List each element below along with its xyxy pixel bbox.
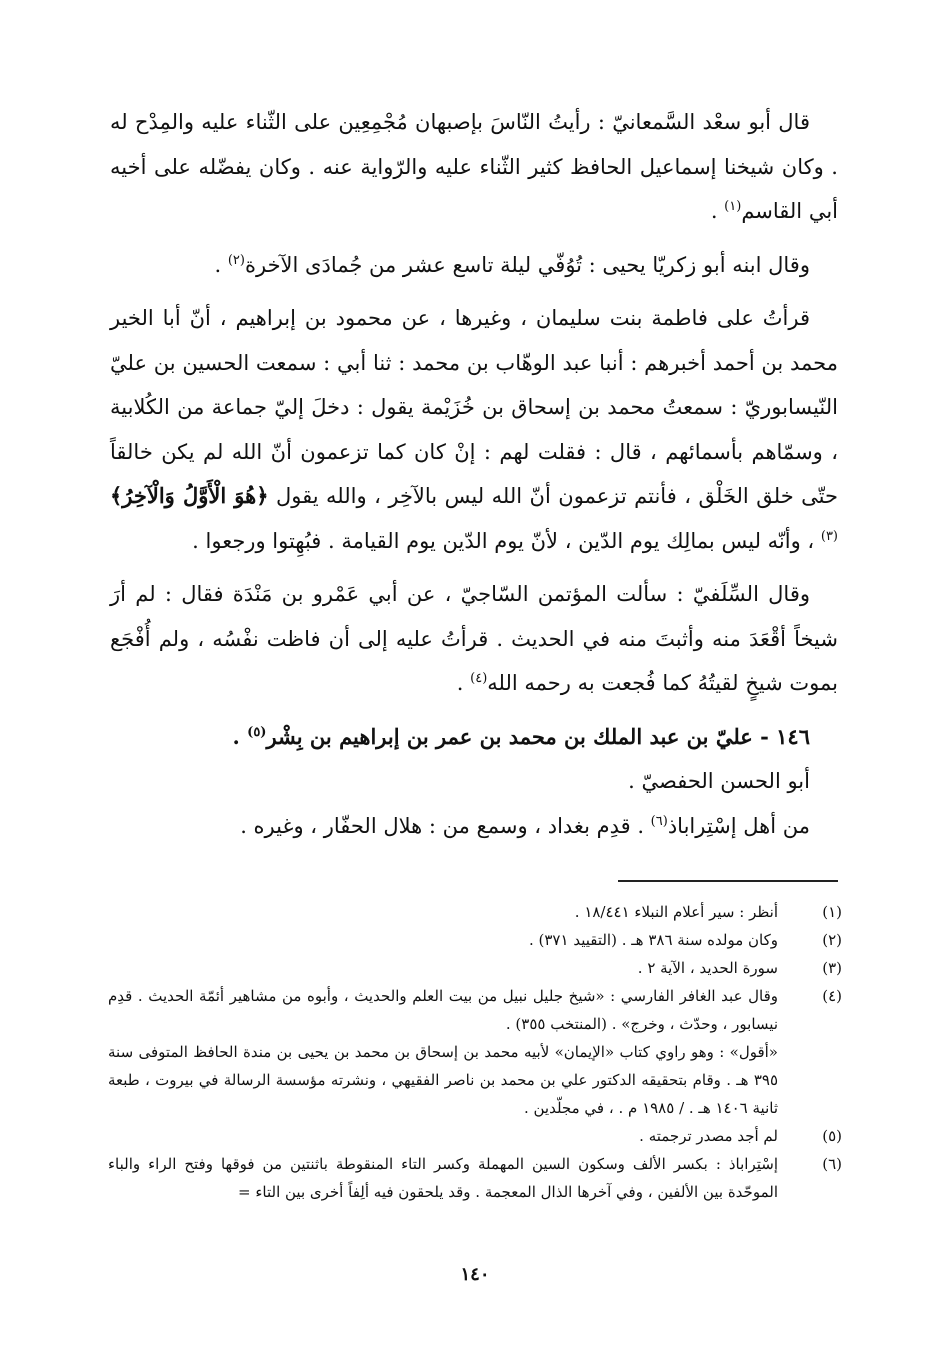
footnote-number: (٣)	[822, 959, 842, 977]
footnote-4	[108, 982, 842, 1122]
entry-origin: من أهل إسْتِراباذ$^{(٦)}$ . قدِم بغداد ، وسمع من : هلال الحفّار ، وغيره .	[240, 813, 810, 838]
footnote-text: لم أجد مصدر ترجمته .	[639, 1127, 778, 1145]
footnote-3	[108, 954, 842, 982]
footnote-6	[108, 1150, 842, 1206]
paragraph-death-date: وقال ابنه أبو زكريّا يحيى : تُوُفّي ليلة تاسع عشر من جُمادَى الآخرة$^{(٢)}$ .	[214, 252, 810, 277]
footnote-text: أنظر : سير أعلام النبلاء ١٨/٤٤١ .	[574, 903, 778, 921]
footnote-ref-5: (٥)	[247, 724, 267, 740]
paragraph-silafi-quote: وقال السِّلَفيّ : سألت المؤتمن السّاجيّ ، عن أبي عَمْرو بن مَنْدَة فقال : لم أرَ شيخاً أقْعَدَ منه وأثبتَ منه في الحديث . قرأتُ عليه إلى أن فاظت نفْسُه ، ولم أُفْجَع بموت شيخٍ لقيتُهُ كما فُجعت به رحمه الله$^{(٤)}$ .	[110, 582, 838, 695]
footnote-number: (١)	[822, 903, 842, 921]
footnote-ref-1: (١)	[724, 199, 742, 214]
footnote-1	[108, 898, 842, 926]
paragraph-text: قال أبو سعْد السَّمعانيّ : رأيتُ النّاسَ بإصبهان مُجْمِعِين على الثّناء عليه والمِدْح له . وكان شيخنا إسماعيل الحافظ كثير الثّناء عليه والرّواية عنه . وكان يفضّله على أخيه أبي القاسم	[110, 110, 838, 223]
footnote-text: وكان مولده سنة ٣٨٦ هـ . (التقييد ٣٧١) .	[528, 931, 778, 949]
footnote-text: سورة الحديد ، الآية ٢ .	[637, 959, 778, 977]
quran-verse: ﴿هُوَ الْأَوَّلُ وَالْآخِرُ﴾	[110, 483, 269, 508]
paragraph-khuzayma-narration	[110, 296, 838, 563]
paragraph-samani-quote: قال أبو سعْد السَّمعانيّ : رأيتُ النّاسَ بإصبهان مُجْمِعِين على الثّناء عليه والمِدْح له . وكان شيخنا إسماعيل الحافظ كثير الثّناء عليه والرّواية عنه . وكان يفضّله على أخيه أبي القاسم$^{(١)}$ .	[110, 110, 838, 223]
footnotes	[108, 898, 842, 1206]
paragraph-text: وقال السِّلَفيّ : سألت المؤتمن السّاجيّ ، عن أبي عَمْرو بن مَنْدَة فقال : لم أرَ شيخاً أقْعَدَ منه وأثبتَ منه في الحديث . قرأتُ عليه إلى أن فاظت نفْسُه ، ولم أُفْجَع بموت شيخٍ لقيتُهُ كما فُجعت به رحمه الله	[110, 582, 838, 695]
footnote-number: (٢)	[822, 931, 842, 949]
footnote-ref-2: (٢)	[227, 252, 245, 268]
paragraph-text: قرأتُ على فاطمة بنت سليمان ، وغيرها ، عن محمود بن إبراهيم ، أنّ أبا الخير محمد بن أحمد أخبرهم : أنبا عبد الوهّاب بن محمد : ثنا أبي : سمعت الحسين بن عليّ النّيسابوريّ : سمعتُ محمد بن إسحاق بن خُزَيْمة يقول : دخلَ إليّ جماعة من الكُلابية ، وسمّاهم بأسمائهم ، قال : فقلت لهم : إنْ كان كما تزعمون أنّ الله لم يكن خالقاً حتّى خلق الخَلْق ، فأنتم تزعمون أنّ الله ليس بالآخِر ، والله يقول	[110, 306, 838, 508]
page-number: ١٤٠	[460, 1264, 490, 1285]
footnote-text: «أقول» : وهو راوي كتاب «الإيمان» لأبيه محمد بن إسحاق بن محمد بن يحيى بن مندة الحافظ المتوفى سنة ٣٩٥ هـ . وقام بتحقيقه الدكتور علي بن محمد بن ناصر الفقيهي ، ونشرته مؤسسة الرسالة في بيروت ، طبعة ثانية ١٤٠٦ هـ . / ١٩٨٥ م . ، في مجلّدين .	[108, 1043, 778, 1117]
footnote-ref-6: (٦)	[650, 813, 668, 829]
footnote-number: (٦)	[822, 1155, 842, 1173]
footnote-text: وقال عبد الغافر الفارسي : «شيخ جليل نبيل من بيت العلم والحديث ، وأبوه من مشاهير أئمّة الحديث . قدِم نيسابور ، وحدّث ، وخرج» . (المنتخب ٣٥٥) .	[108, 987, 778, 1033]
entry-heading: ١٤٦ - عليّ بن عبد الملك بن محمد بن عمر بن إبراهيم بن بِشْر$^{(٥)}$ .	[232, 723, 810, 749]
footnote-ref-3: (٣)	[820, 528, 838, 544]
footnote-2	[108, 926, 842, 954]
paragraph-text: وقال ابنه أبو زكريّا يحيى : تُوُفّي ليلة تاسع عشر من جُمادَى الآخرة	[244, 252, 810, 277]
footnote-number: (٥)	[822, 1127, 842, 1145]
footnote-separator	[618, 880, 838, 882]
biography-entry	[110, 715, 838, 849]
footnote-number: (٤)	[822, 987, 842, 1005]
footnote-text: إسْتِراباذ : بكسر الألف وسكون السين المهملة وكسر التاء المنقوطة باثنتين من فوقها وفتح الراء والباء الموحّدة بين الألفين ، وفي آخرها الذال المعجمة . وقد يلحقون فيه ألِفاً أخرى بين التاء =	[108, 1155, 778, 1201]
entry-kunya: أبو الحسن الحفصيّ .	[628, 769, 810, 793]
footnote-ref-4: (٤)	[470, 671, 488, 686]
main-text	[110, 100, 838, 848]
footnote-5	[108, 1122, 842, 1150]
paragraph-text-continued: ، وأنّه ليس بمالِك يوم الدّين ، لأنّ يوم الدّين يوم القيامة . فبُهِتوا ورجعوا .	[192, 528, 815, 553]
